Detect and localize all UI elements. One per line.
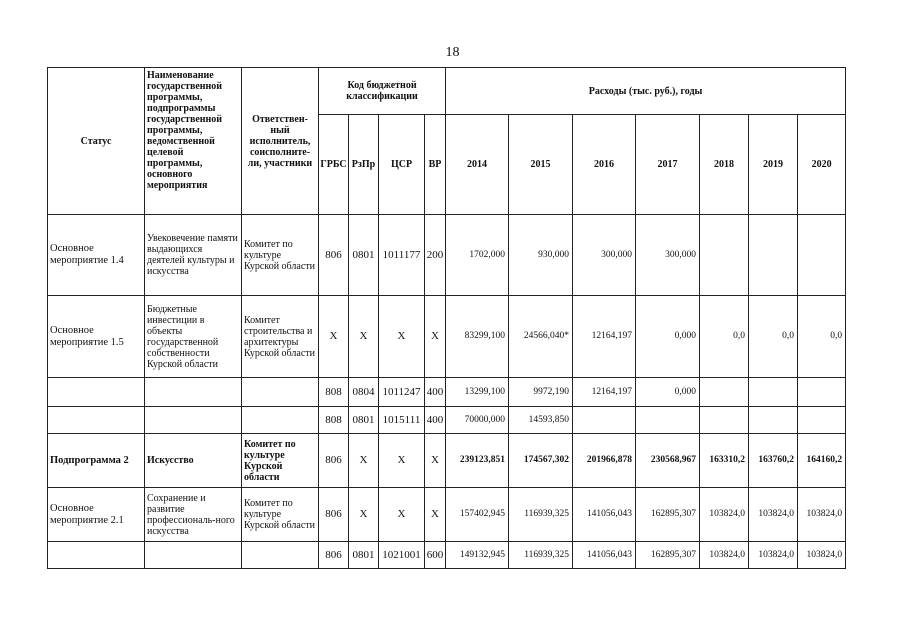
cell-rzpr: 0801 [349,215,379,296]
cell-value: 230568,967 [636,434,700,488]
header-rzpr: РзПр [349,115,379,215]
cell-name: Сохранение и развитие профессиональ-ного искусства [145,488,242,542]
cell-value [798,378,846,407]
cell-executor: Комитет строительства и архитектуры Курской области [242,296,319,378]
table-row [48,378,846,407]
table-row [48,434,846,488]
cell-csr: 1011177 [379,215,425,296]
cell-csr: X [379,296,425,378]
cell-value: 12164,197 [573,378,636,407]
cell-value: 239123,851 [446,434,509,488]
budget-table [47,67,846,569]
cell-value: 103824,0 [700,542,749,569]
cell-value: 9972,190 [509,378,573,407]
table-row [48,407,846,434]
cell-value: 174567,302 [509,434,573,488]
cell-value [700,407,749,434]
cell-value: 930,000 [509,215,573,296]
cell-grbs: 806 [319,434,349,488]
header-executor: Ответствен-ный исполнитель, соисполните-ли, участники [242,68,319,215]
cell-value [700,215,749,296]
cell-rzpr: X [349,434,379,488]
cell-rzpr: X [349,488,379,542]
cell-value: 201966,878 [573,434,636,488]
cell-value [700,378,749,407]
cell-vr: 600 [425,542,446,569]
header-status: Статус [48,68,145,215]
cell-csr: X [379,488,425,542]
cell-value: 157402,945 [446,488,509,542]
header-expenses: Расходы (тыс. руб.), годы [446,68,846,115]
table-row [48,488,846,542]
header-grbs: ГРБС [319,115,349,215]
cell-value: 83299,100 [446,296,509,378]
cell-executor: Комитет по культуре Курской области [242,215,319,296]
cell-value: 141056,043 [573,542,636,569]
cell-rzpr: X [349,296,379,378]
cell-value: 162895,307 [636,542,700,569]
cell-value: 103824,0 [749,488,798,542]
header-vr: ВР [425,115,446,215]
cell-value [749,215,798,296]
cell-rzpr: 0801 [349,407,379,434]
cell-value [798,407,846,434]
table-row [48,296,846,378]
cell-name [145,378,242,407]
cell-rzpr: 0801 [349,542,379,569]
cell-value: 12164,197 [573,296,636,378]
cell-csr: 1021001 [379,542,425,569]
cell-grbs: 806 [319,488,349,542]
cell-value: 0,0 [798,296,846,378]
cell-csr: X [379,434,425,488]
cell-grbs: X [319,296,349,378]
cell-status: Основное мероприятие 2.1 [48,488,145,542]
header-budget-code: Код бюджетной классификации [319,68,446,115]
cell-value [798,215,846,296]
cell-name [145,407,242,434]
cell-value: 300,000 [636,215,700,296]
header-row-top [48,68,846,115]
cell-csr: 1015111 [379,407,425,434]
cell-status: Основное мероприятие 1.4 [48,215,145,296]
cell-executor [242,542,319,569]
cell-value: 13299,100 [446,378,509,407]
cell-value: 164160,2 [798,434,846,488]
cell-status: Основное мероприятие 1.5 [48,296,145,378]
cell-value: 103824,0 [700,488,749,542]
header-year: 2016 [573,115,636,215]
cell-value: 163310,2 [700,434,749,488]
header-year: 2020 [798,115,846,215]
header-year: 2014 [446,115,509,215]
cell-value [749,407,798,434]
cell-value: 14593,850 [509,407,573,434]
cell-name: Бюджетные инвестиции в объекты государственной собственности Курской области [145,296,242,378]
cell-grbs: 806 [319,215,349,296]
cell-rzpr: 0804 [349,378,379,407]
cell-value: 116939,325 [509,542,573,569]
cell-csr: 1011247 [379,378,425,407]
cell-value: 116939,325 [509,488,573,542]
cell-vr: 400 [425,378,446,407]
header-csr: ЦСР [379,115,425,215]
cell-value [749,378,798,407]
cell-status: Подпрограмма 2 [48,434,145,488]
cell-status [48,407,145,434]
table-row [48,542,846,569]
header-name: Наименование государственной программы, подпрограммы государственной программы, ведомственной целевой программы, основного мероприятия [145,68,242,215]
cell-executor [242,378,319,407]
header-year: 2019 [749,115,798,215]
cell-grbs: 808 [319,378,349,407]
cell-value: 0,000 [636,296,700,378]
cell-value [636,407,700,434]
cell-value: 0,0 [700,296,749,378]
cell-value: 162895,307 [636,488,700,542]
cell-value: 141056,043 [573,488,636,542]
cell-vr: 200 [425,215,446,296]
cell-vr: X [425,488,446,542]
cell-value: 70000,000 [446,407,509,434]
cell-value: 24566,040* [509,296,573,378]
cell-value [573,407,636,434]
cell-value: 300,000 [573,215,636,296]
table-row [48,215,846,296]
cell-vr: X [425,434,446,488]
cell-value: 103824,0 [798,488,846,542]
cell-value: 103824,0 [749,542,798,569]
cell-grbs: 808 [319,407,349,434]
cell-value: 163760,2 [749,434,798,488]
cell-executor: Комитет по культуре Курской области [242,434,319,488]
header-year: 2017 [636,115,700,215]
cell-status [48,542,145,569]
cell-grbs: 806 [319,542,349,569]
cell-value: 1702,000 [446,215,509,296]
cell-value: 0,0 [749,296,798,378]
cell-vr: 400 [425,407,446,434]
cell-executor [242,407,319,434]
cell-status [48,378,145,407]
cell-name: Искусство [145,434,242,488]
cell-value: 0,000 [636,378,700,407]
cell-executor: Комитет по культуре Курской области [242,488,319,542]
cell-name: Увековечение памяти выдающихся деятелей культуры и искусства [145,215,242,296]
header-year: 2015 [509,115,573,215]
cell-value: 103824,0 [798,542,846,569]
cell-value: 149132,945 [446,542,509,569]
cell-name [145,542,242,569]
page-number: 18 [445,45,460,60]
header-year: 2018 [700,115,749,215]
cell-vr: X [425,296,446,378]
